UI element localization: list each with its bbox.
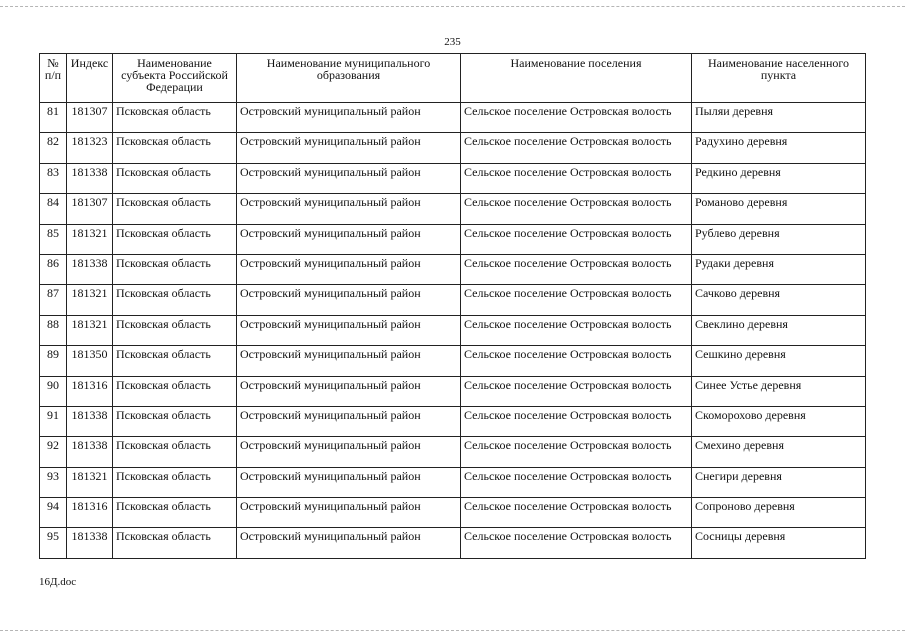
cell-municipality: Островский муниципальный район	[237, 315, 461, 345]
cell-locality: Сопроново деревня	[692, 498, 866, 528]
cell-subject: Псковская область	[113, 224, 237, 254]
cell-municipality: Островский муниципальный район	[237, 437, 461, 467]
cell-municipality: Островский муниципальный район	[237, 498, 461, 528]
table-row	[40, 467, 866, 497]
cell-subject: Псковская область	[113, 467, 237, 497]
cell-locality: Редкино деревня	[692, 163, 866, 193]
cell-num: 83	[40, 163, 67, 193]
cell-settlement: Сельское поселение Островская волость	[461, 254, 692, 284]
header-locality: Наименование населенного пункта	[692, 54, 866, 103]
cell-settlement: Сельское поселение Островская волость	[461, 285, 692, 315]
cell-index: 181321	[67, 224, 113, 254]
cell-locality: Сосницы деревня	[692, 528, 866, 558]
cell-municipality: Островский муниципальный район	[237, 224, 461, 254]
cell-settlement: Сельское поселение Островская волость	[461, 376, 692, 406]
cell-locality: Снегири деревня	[692, 467, 866, 497]
cell-num: 92	[40, 437, 67, 467]
cell-locality: Рублево деревня	[692, 224, 866, 254]
cell-num: 85	[40, 224, 67, 254]
cell-settlement: Сельское поселение Островская волость	[461, 194, 692, 224]
cell-subject: Псковская область	[113, 498, 237, 528]
cell-subject: Псковская область	[113, 163, 237, 193]
table-header-row	[40, 54, 866, 103]
cell-subject: Псковская область	[113, 528, 237, 558]
cell-index: 181338	[67, 406, 113, 436]
cell-subject: Псковская область	[113, 346, 237, 376]
cell-locality: Сачково деревня	[692, 285, 866, 315]
cell-locality: Свеклино деревня	[692, 315, 866, 345]
table-row	[40, 437, 866, 467]
cell-settlement: Сельское поселение Островская волость	[461, 163, 692, 193]
cell-subject: Псковская область	[113, 315, 237, 345]
cell-municipality: Островский муниципальный район	[237, 163, 461, 193]
cell-settlement: Сельское поселение Островская волость	[461, 437, 692, 467]
cell-num: 95	[40, 528, 67, 558]
table-row	[40, 194, 866, 224]
cell-num: 87	[40, 285, 67, 315]
cell-subject: Псковская область	[113, 285, 237, 315]
table-row	[40, 346, 866, 376]
header-settlement: Наименование поселения	[461, 54, 692, 103]
cell-locality: Романово деревня	[692, 194, 866, 224]
header-num: № п/п	[40, 54, 67, 103]
table-row	[40, 528, 866, 558]
header-index: Индекс	[67, 54, 113, 103]
cell-locality: Скоморохово деревня	[692, 406, 866, 436]
table-row	[40, 285, 866, 315]
cell-index: 181307	[67, 194, 113, 224]
table-row	[40, 224, 866, 254]
table-row	[40, 376, 866, 406]
cell-subject: Псковская область	[113, 254, 237, 284]
cell-municipality: Островский муниципальный район	[237, 346, 461, 376]
cell-num: 91	[40, 406, 67, 436]
cell-num: 89	[40, 346, 67, 376]
cell-municipality: Островский муниципальный район	[237, 133, 461, 163]
cell-settlement: Сельское поселение Островская волость	[461, 498, 692, 528]
cell-subject: Псковская область	[113, 376, 237, 406]
cell-municipality: Островский муниципальный район	[237, 528, 461, 558]
scan-artifact-bottom	[0, 630, 905, 632]
cell-settlement: Сельское поселение Островская волость	[461, 467, 692, 497]
cell-locality: Смехино деревня	[692, 437, 866, 467]
table-row	[40, 315, 866, 345]
cell-num: 90	[40, 376, 67, 406]
scan-artifact-top	[0, 6, 905, 8]
cell-settlement: Сельское поселение Островская волость	[461, 315, 692, 345]
cell-municipality: Островский муниципальный район	[237, 406, 461, 436]
cell-locality: Радухино деревня	[692, 133, 866, 163]
cell-index: 181338	[67, 254, 113, 284]
page-number: 235	[444, 36, 461, 48]
cell-index: 181350	[67, 346, 113, 376]
cell-settlement: Сельское поселение Островская волость	[461, 528, 692, 558]
cell-locality: Рудаки деревня	[692, 254, 866, 284]
cell-num: 93	[40, 467, 67, 497]
cell-index: 181323	[67, 133, 113, 163]
cell-index: 181321	[67, 315, 113, 345]
table-row	[40, 103, 866, 133]
header-subject: Наименование субъекта Российской Федерации	[113, 54, 237, 103]
cell-settlement: Сельское поселение Островская волость	[461, 346, 692, 376]
cell-municipality: Островский муниципальный район	[237, 254, 461, 284]
table-row	[40, 254, 866, 284]
cell-settlement: Сельское поселение Островская волость	[461, 406, 692, 436]
cell-municipality: Островский муниципальный район	[237, 376, 461, 406]
cell-locality: Пыляи деревня	[692, 103, 866, 133]
cell-subject: Псковская область	[113, 437, 237, 467]
cell-settlement: Сельское поселение Островская волость	[461, 103, 692, 133]
table-row	[40, 133, 866, 163]
cell-settlement: Сельское поселение Островская волость	[461, 224, 692, 254]
cell-subject: Псковская область	[113, 133, 237, 163]
cell-index: 181316	[67, 376, 113, 406]
cell-index: 181338	[67, 163, 113, 193]
cell-locality: Сешкино деревня	[692, 346, 866, 376]
cell-num: 84	[40, 194, 67, 224]
table-row	[40, 163, 866, 193]
cell-municipality: Островский муниципальный район	[237, 467, 461, 497]
cell-settlement: Сельское поселение Островская волость	[461, 133, 692, 163]
cell-index: 181321	[67, 285, 113, 315]
cell-index: 181321	[67, 467, 113, 497]
cell-index: 181316	[67, 498, 113, 528]
cell-municipality: Островский муниципальный район	[237, 103, 461, 133]
cell-locality: Синее Устье деревня	[692, 376, 866, 406]
cell-num: 94	[40, 498, 67, 528]
cell-num: 82	[40, 133, 67, 163]
cell-num: 88	[40, 315, 67, 345]
cell-municipality: Островский муниципальный район	[237, 194, 461, 224]
header-municipality: Наименование муниципального образования	[237, 54, 461, 103]
cell-subject: Псковская область	[113, 103, 237, 133]
table-row	[40, 498, 866, 528]
cell-index: 181307	[67, 103, 113, 133]
cell-index: 181338	[67, 528, 113, 558]
cell-num: 86	[40, 254, 67, 284]
cell-subject: Псковская область	[113, 194, 237, 224]
cell-num: 81	[40, 103, 67, 133]
localities-table	[39, 53, 866, 559]
cell-index: 181338	[67, 437, 113, 467]
cell-subject: Псковская область	[113, 406, 237, 436]
table-row	[40, 406, 866, 436]
cell-municipality: Островский муниципальный район	[237, 285, 461, 315]
footer-filename: 16Д.doc	[39, 576, 77, 588]
